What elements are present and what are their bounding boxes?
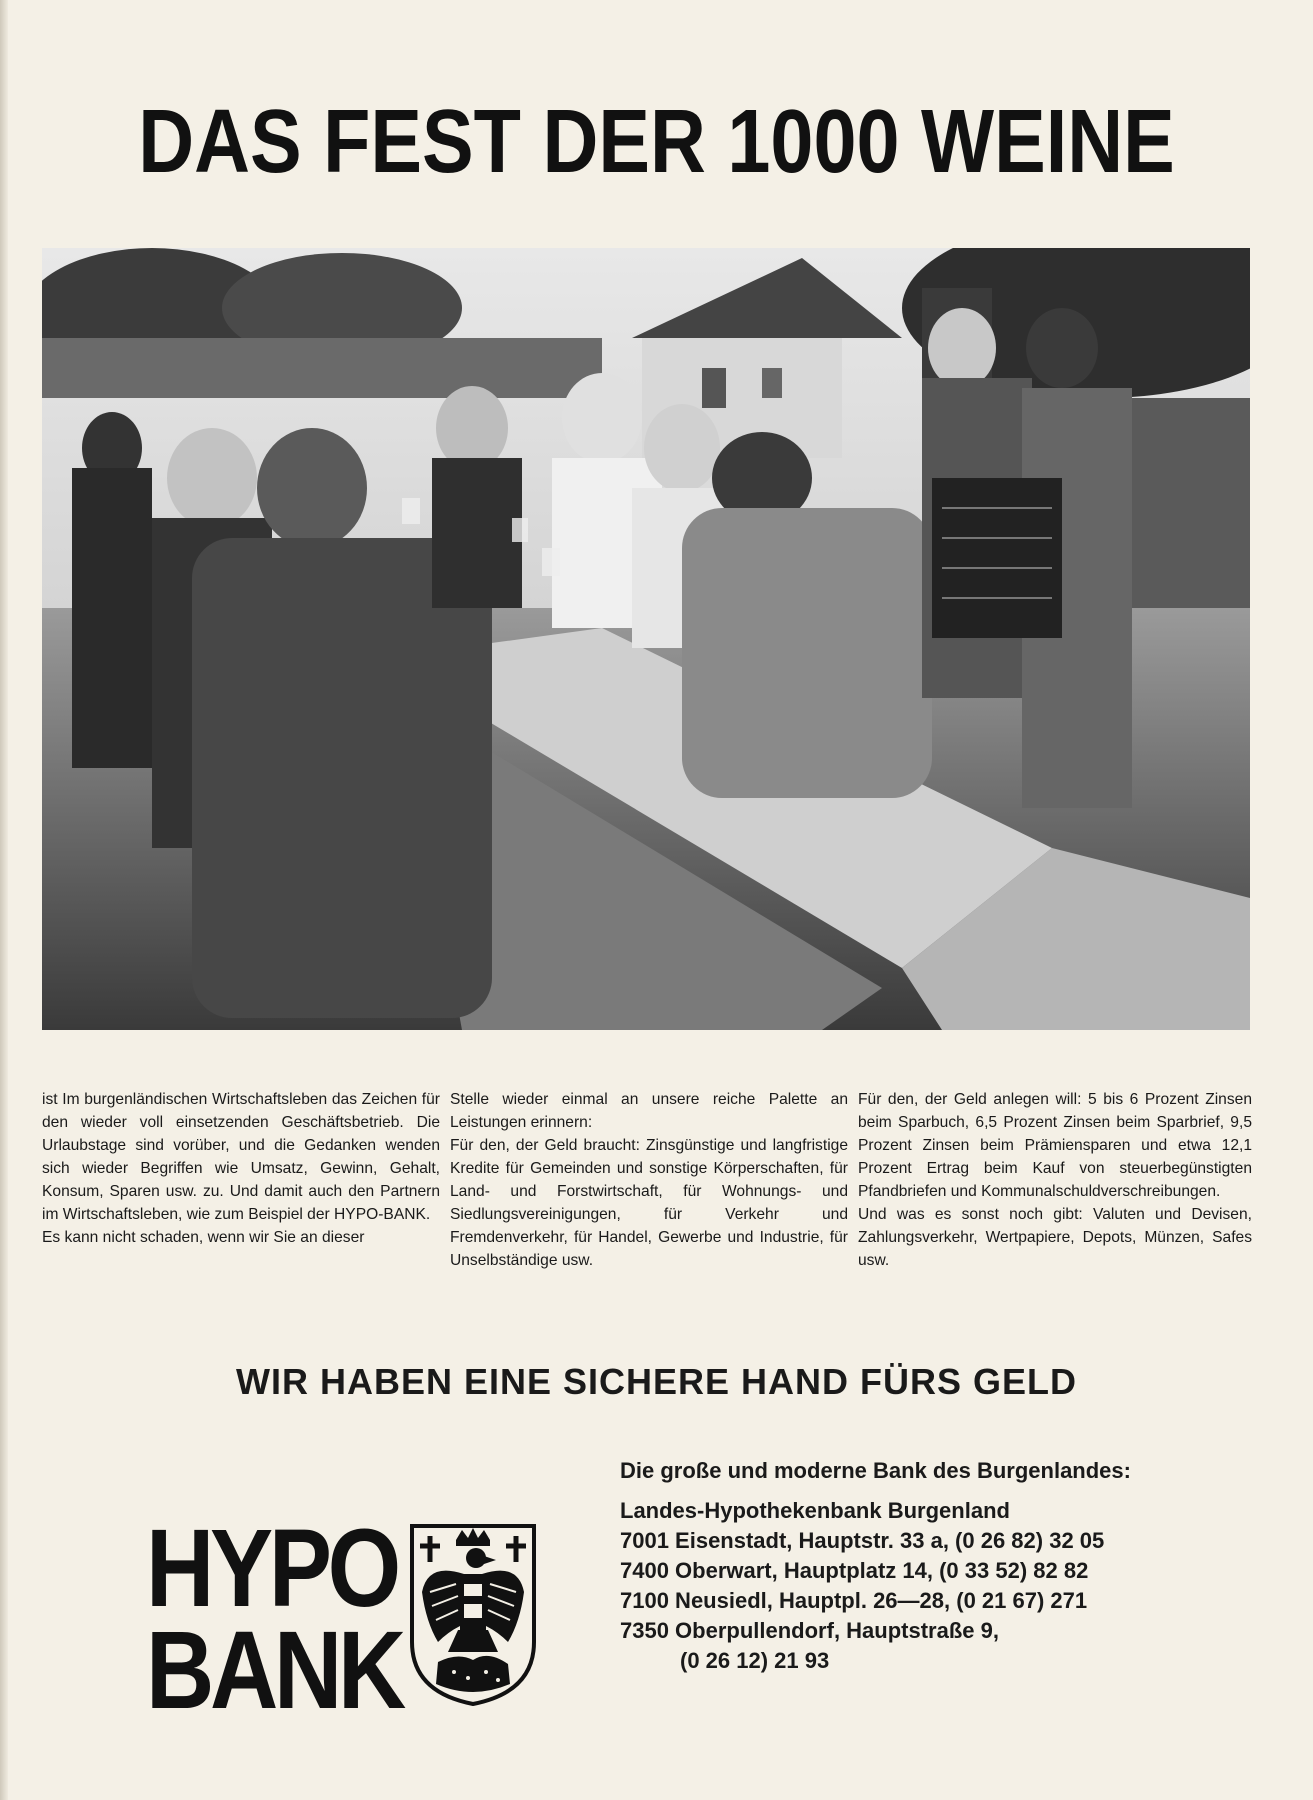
branch-address: 7400 Oberwart, Hauptplatz 14, (0 33 52) 82 82 <box>620 1558 1089 1583</box>
branch-address: 7100 Neusiedl, Hauptpl. 26—28, (0 21 67) 271 <box>620 1588 1088 1613</box>
column-3-paragraph: Und was es sonst noch gibt: Valuten und Devisen, Zahlungsverkehr, Wertpapiere, Depots, Münzen, Safes usw. <box>858 1206 1252 1269</box>
slogan: WIR HABEN EINE SICHERE HAND FÜRS GELD <box>235 1361 1078 1402</box>
column-3-paragraph: Für den, der Geld anlegen will: 5 bis 6 Prozent Zinsen beim Sparbuch, 6,5 Prozent Zinsen beim Sparbrief, 9,5 Prozent Zinsen beim Prämiensparen und etwa 12,1 Prozent Ertrag beim Kauf von steuerbegünstigten Pfandbriefen und Kommunalschuldverschreibungen. <box>858 1091 1252 1200</box>
hypo-bank-logo <box>146 1507 403 1732</box>
text-column-2 <box>450 1088 848 1272</box>
column-1-paragraph: ist Im burgenländischen Wirtschaftsleben das Zeichen für den wieder voll einsetzenden Geschäftsbetrieb. Die Urlaubstage sind vorüber, und die Gedanken wenden sich wieder Begriffen wie Umsatz, Gewinn, Gehalt, Konsum, Sparen usw. zu. Und damit auch den Partnern im Wirtschaftsleben, wie zum Beispiel der HYPO-BANK. <box>42 1091 440 1223</box>
column-1-paragraph: Es kann nicht schaden, wenn wir Sie an dieser <box>42 1229 365 1246</box>
logo-line-bank: BANK <box>146 1609 403 1732</box>
column-2-paragraph: Stelle wieder einmal an unsere reiche Palette an Leistungen erinnern: <box>450 1091 848 1131</box>
logo-line-hypo: HYPO <box>146 1507 397 1630</box>
wine-festival-photo <box>42 248 1250 1030</box>
branch-address: 7350 Oberpullendorf, Hauptstraße 9, <box>620 1618 999 1643</box>
branch-phone: (0 26 12) 21 93 <box>680 1648 830 1673</box>
text-column-1 <box>42 1088 440 1249</box>
branch-address: 7001 Eisenstadt, Hauptstr. 33 a, (0 26 82) 32 05 <box>620 1528 1105 1553</box>
burgenland-eagle-crest-icon <box>408 1522 538 1708</box>
column-2-paragraph: Für den, der Geld braucht: Zinsgünstige und langfristige Kredite für Gemeinden und sonstige Körperschaften, für Land- und Forstwirtschaft, für Wohnungs- und Siedlungsvereinigungen, für Verkehr und Fremdenverkehr, für Handel, Gewerbe und Industrie, für Unselbständige usw. <box>450 1137 848 1269</box>
page-edge-shadow <box>0 0 8 1800</box>
text-column-3 <box>858 1088 1252 1272</box>
headline: DAS FEST DER 1000 WEINE <box>138 92 1175 192</box>
contact-block <box>620 1456 1180 1676</box>
body-copy <box>42 1088 1252 1298</box>
contact-intro: Die große und moderne Bank des Burgenlandes: <box>620 1458 1131 1483</box>
bank-name: Landes-Hypothekenbank Burgenland <box>620 1498 1010 1523</box>
photo-wine-festival-icon <box>42 248 1250 1030</box>
